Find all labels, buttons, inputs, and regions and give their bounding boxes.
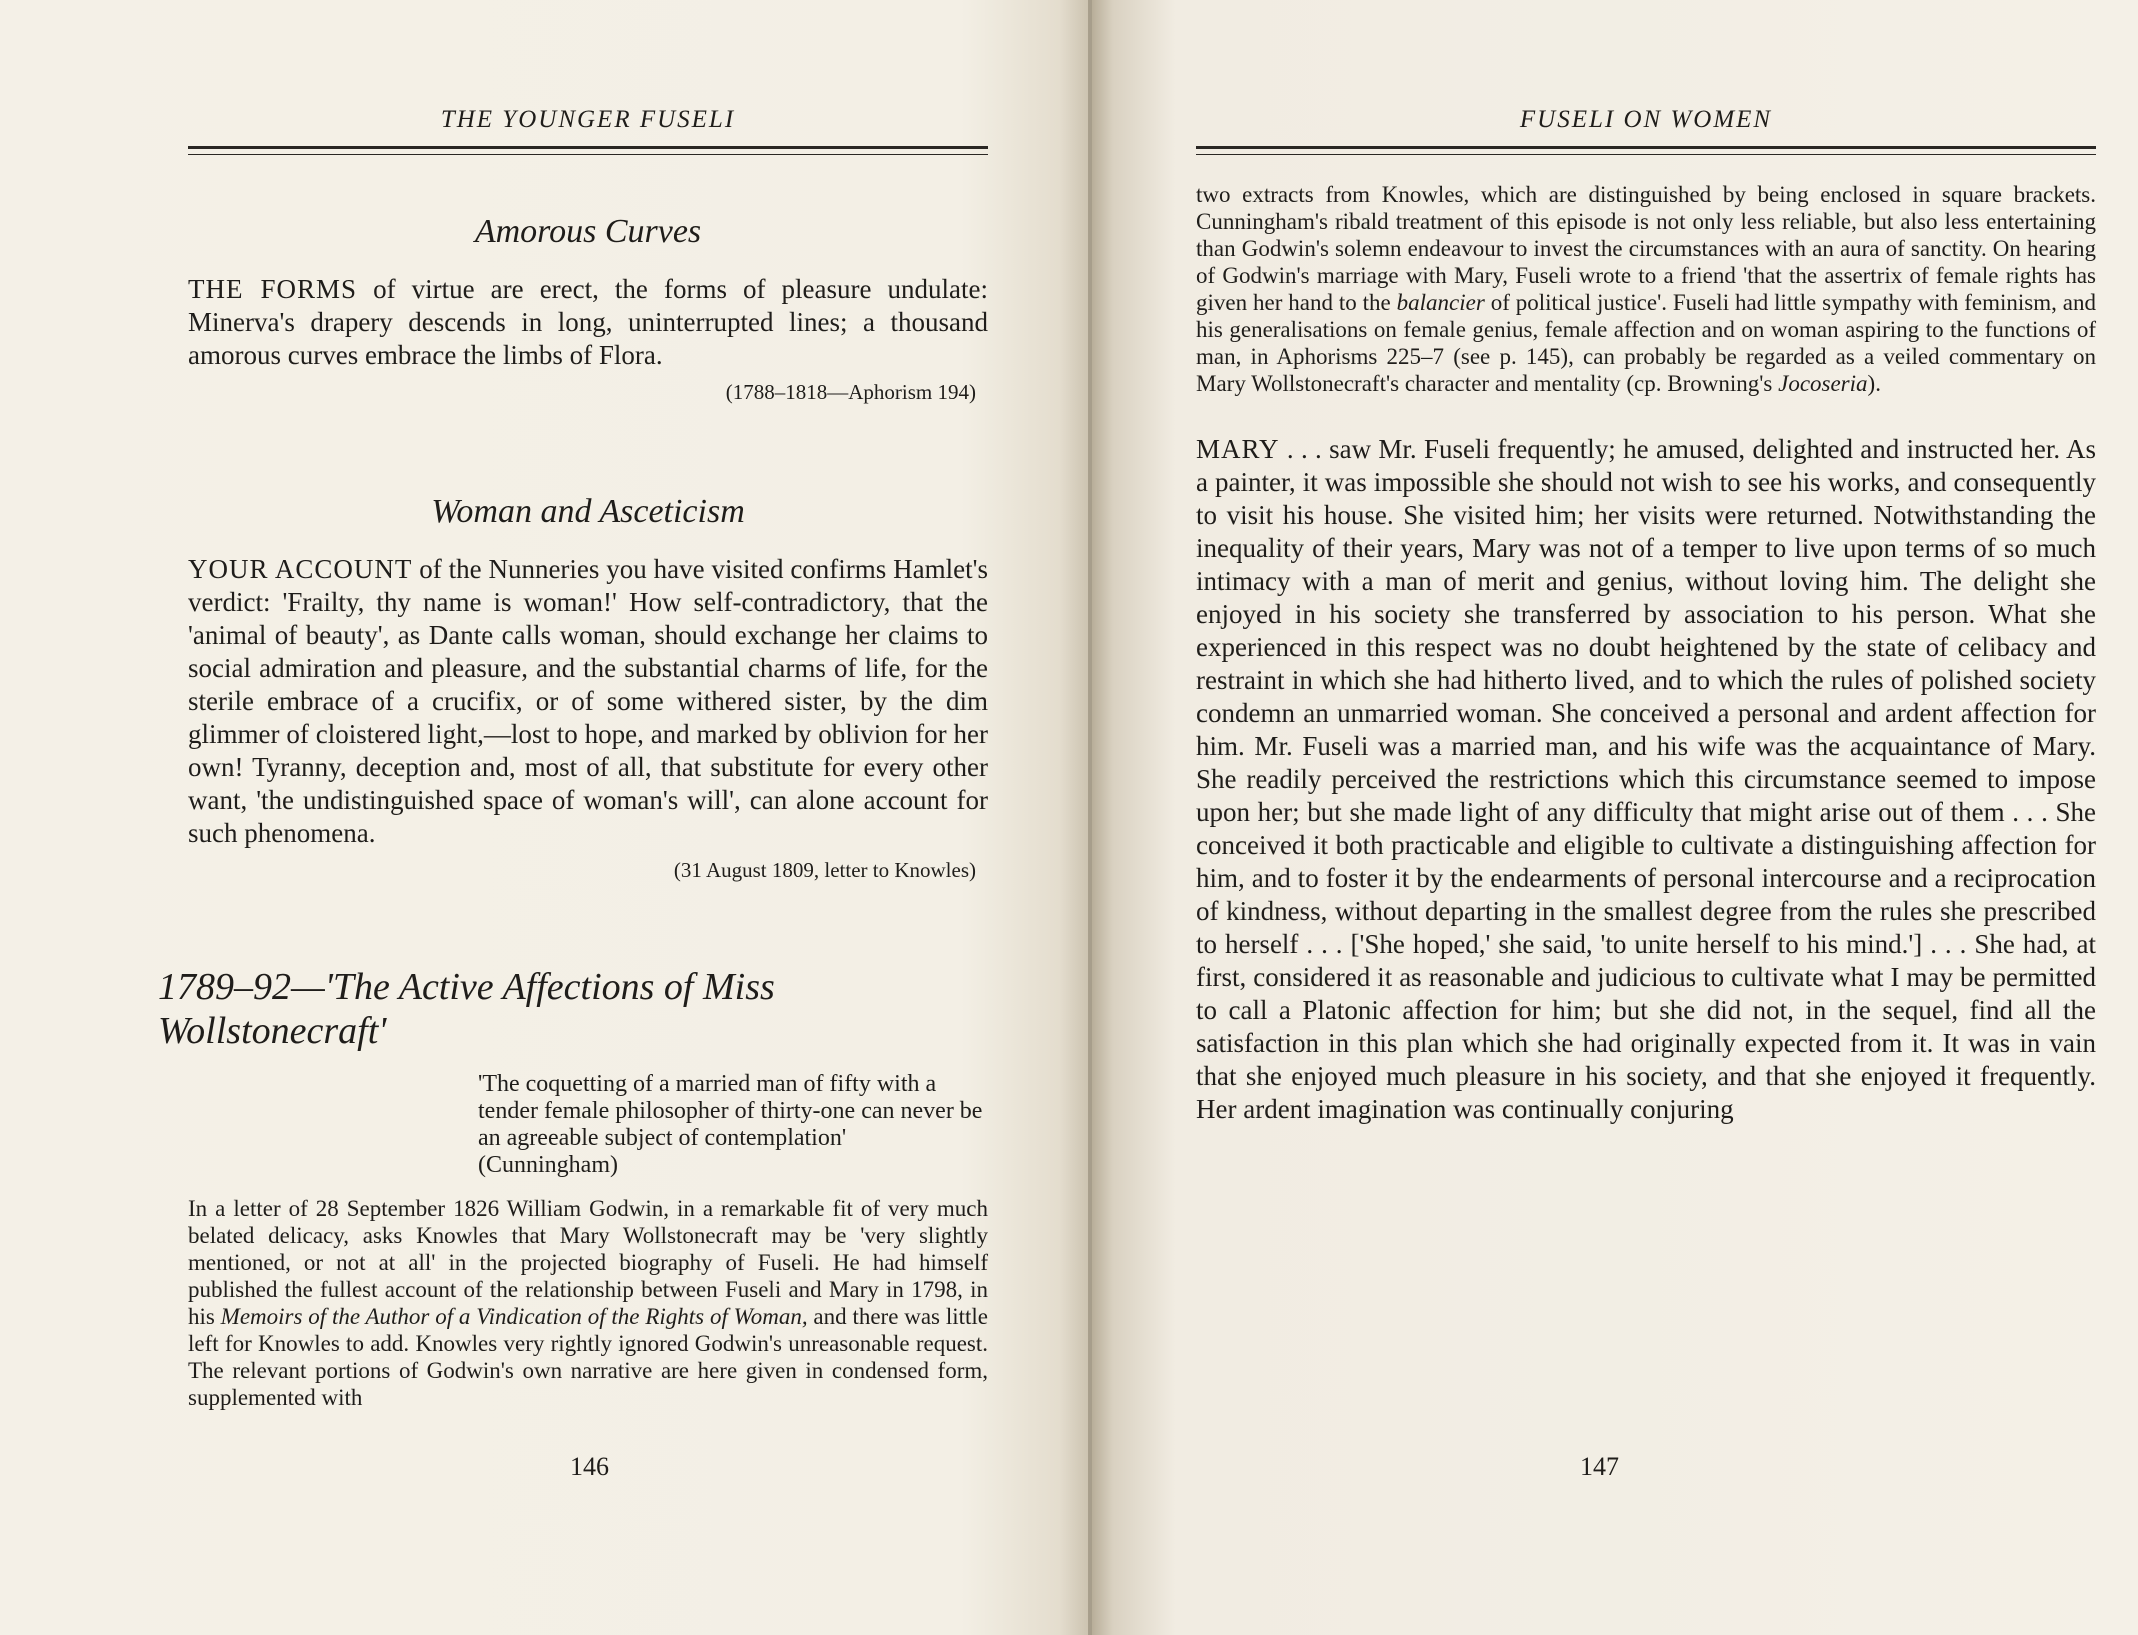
section-text (188, 553, 988, 850)
left-column (158, 0, 989, 1411)
text-run: In a letter of 28 September 1826 William Godwin, in a remarkable fit of very much belated delicacy, asks Knowles that Mary Wollstonecraft may be 'very slightly mentioned, or not at all' in the projected biography of Fuseli. He had himself published the fullest account of the relationship between Fuseli and Mary in 1798, in his (188, 1196, 988, 1329)
source-citation: (1788–1818—Aphorism 194) (725, 380, 976, 404)
right-page (1092, 0, 2138, 1635)
right-column (1196, 0, 2096, 1126)
running-head: THE YOUNGER FUSELI (440, 106, 736, 133)
section-text (188, 273, 988, 372)
page-number: 146 (570, 1452, 609, 1481)
text-run: ). (1867, 371, 1881, 396)
italic-title: Memoirs of the Author of a Vindication of the Rights of Woman, (220, 1304, 808, 1329)
intro-paragraph (1196, 181, 2096, 397)
text-run: two extracts from Knowles, which are distinguished by being enclosed in square brackets. Cunningham's ribald treatment of this episode is not only less reliable, but also less entertaining than Godwin's solemn endeavour to invest the circumstances with an aura of sanctity. On hearing of Godwin's marriage with Mary, Fuseli wrote to a friend 'that the assertrix of female rights has given her hand to the (1196, 182, 2096, 315)
paragraph: of the Nunneries you have visited confirms Hamlet's verdict: 'Frailty, thy name is woman!' How self-contradictory, that the 'animal of beauty', as Dante calls woman, should exchange her claims to social admiration and pleasure, and the substantial charms of life, for the sterile embrace of a crucifix, or of some withered sister, by the dim glimmer of cloistered light,—lost to hope, and marked by oblivion for her own! Tyranny, deception and, most of all, that substitute for every other want, 'the undistinguished space of woman's will', can alone account for such phenomena. (188, 554, 988, 848)
header-rule (188, 146, 988, 155)
quoted-narrative (1196, 433, 2096, 1126)
text-run: and there was little left for Knowles to add. Knowles very rightly ignored Godwin's unreasonable request. The relevant portions of Godwin's own narrative are here given in condensed form, supplemented with (188, 1304, 988, 1410)
lead-words: MARY (1196, 434, 1280, 464)
paragraph: . . . saw Mr. Fuseli frequently; he amused, delighted and instructed her. As a painter, it was impossible she should not wish to see his works, and consequently to visit his house. She visited him; her visits were returned. Notwithstanding the inequality of their years, Mary was not of a temper to live upon terms of so much intimacy with a man of merit and genius, without loving him. The delight she enjoyed in his society she transferred by association to his person. What she experienced in this respect was no doubt heightened by the state of celibacy and restraint in which she had hitherto lived, and to which the rules of polished society condemn an unmarried woman. She conceived a personal and ardent affection for him. Mr. Fuseli was a married man, and his wife was the acquaintance of Mary. She readily perceived the restrictions which this circumstance seemed to impose upon her; but she made light of any difficulty that might arise out of them . . . She conceived it both practicable and eligible to cultivate a distinguishing affection for him, and to foster it by the endearments of personal intercourse and a reciprocation of kindness, without departing in the smallest degree from the rules she prescribed to herself . . . ['She hoped,' she said, 'to unite herself to his mind.'] . . . She had, at first, considered it as reasonable and judicious to cultivate what I may be permitted to call a Platonic affection for him; but she did not, in the sequel, find all the satisfaction in this plan which she had originally expected from it. It was in vain that she enjoyed much pleasure in his society, and that she enjoyed it frequently. Her ardent imagination was continually conjuring (1196, 434, 2096, 1124)
running-head: FUSELI ON WOMEN (1519, 106, 1773, 133)
header-rule (1196, 146, 2096, 155)
italic-word: balancier (1396, 290, 1485, 315)
section-title: Woman and Asceticism (431, 493, 745, 530)
paragraph (188, 1195, 988, 1411)
text-run: of political justice'. Fuseli had little sympathy with feminism, and his generalisations on female genius, female affection and on woman aspiring to the functions of man, in Aphorisms 225–7 (see p. 145), can probably be regarded as a veiled commentary on Mary Wollstonecraft's character and mentality (cp. Browning's (1196, 290, 2096, 396)
lead-words: YOUR ACCOUNT (188, 554, 413, 584)
page-number: 147 (1580, 1452, 1619, 1481)
epigraph: 'The coquetting of a married man of fifty with a tender female philosopher of thirty-one can never be an agreeable subject of contemplation' (Cunningham) (478, 1071, 983, 1178)
source-citation: (31 August 1809, letter to Knowles) (673, 858, 976, 882)
lead-words: THE FORMS (188, 274, 358, 304)
section-title: Amorous Curves (474, 213, 702, 250)
italic-title: Jocoseria (1778, 371, 1868, 396)
chapter-title: 1789–92—'The Active Affections of Miss Wollstonecraft' (158, 966, 775, 1052)
paragraph: of virtue are erect, the forms of pleasure undulate: Minerva's drapery descends in long, uninterrupted lines; a thousand amorous curves embrace the limbs of Flora. (188, 274, 989, 370)
